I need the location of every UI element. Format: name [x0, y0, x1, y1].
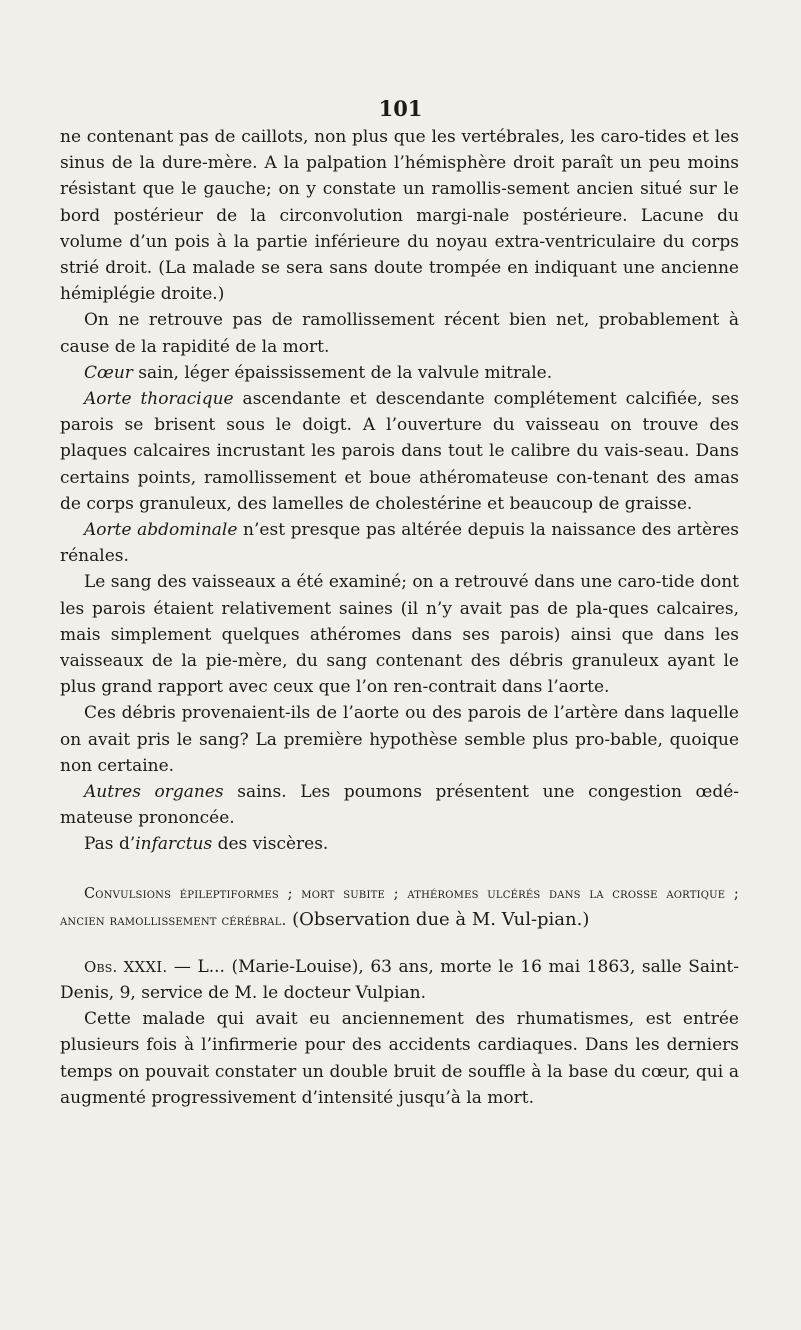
page-number: 101 — [378, 96, 423, 121]
paragraph: Pas d’infarctus des viscères. — [84, 834, 329, 855]
body-text — [60, 124, 739, 1111]
section-heading: Convulsions épileptiformes ; mort subite ; athéromes ulcérés dans la crosse aortique ; ancien ramollissement cérébral. (Observation due à M. Vul-pian.) — [60, 885, 739, 930]
observation-paragraph: Cette malade qui avait eu anciennement des rhumatismes, est entrée plusieurs fois à l’infirmerie pour des accidents cardiaques. Dans les derniers temps on pouvait constater un double bruit de souffle à la base du cœur, qui a augmenté progressivement d’intensité jusqu’à la mort. — [60, 1009, 739, 1108]
paragraph-label: Aorte abdominale — [84, 520, 238, 541]
observation-label: Obs. XXXI. — [84, 957, 168, 976]
paragraph: Ces débris provenaient-ils de l’aorte ou des parois de l’artère dans laquelle on avait pris le sang? La première hypothèse semble plus pro-bable, quoique non certaine. — [60, 703, 739, 776]
paragraph: Aorte abdominale n’est presque pas altérée depuis la naissance des artères rénales. — [60, 520, 739, 567]
paragraph: On ne retrouve pas de ramollissement récent bien net, probablement à cause de la rapidité de la mort. — [60, 310, 739, 357]
paragraph-label: Aorte thoracique — [84, 389, 234, 410]
observation-paragraph: Obs. XXXI. — L... (Marie-Louise), 63 ans, morte le 16 mai 1863, salle Saint-Denis, 9, service de M. le docteur Vulpian. — [60, 956, 739, 1003]
paragraph: Aorte thoracique ascendante et descendante complétement calcifiée, ses parois se brisent sous le doigt. A l’ouverture du vaisseau on trouve des plaques calcaires incrustant les parois dans tout le calibre du vais-seau. Dans certains points, ramollissement et boue athéromateuse con-tenant des amas de corps granuleux, des lamelles de cholestérine et beaucoup de graisse. — [60, 389, 740, 514]
paragraph: Le sang des vaisseaux a été examiné; on a retrouvé dans une caro-tide dont les parois étaient relativement saines (il n’y avait pas de pla-ques calcaires, mais simplement quelques athéromes dans ses parois) ainsi que dans les vaisseaux de la pie-mère, du sang contenant des débris granuleux ayant le plus grand rapport avec ceux que l’on ren-contrait dans l’aorte. — [60, 572, 739, 698]
paragraph: Cœur sain, léger épaississement de la valvule mitrale. — [84, 362, 553, 383]
paragraph: Autres organes sains. Les poumons présentent une congestion œdé-mateuse prononcée. — [60, 782, 740, 829]
paragraph-label: Cœur — [84, 362, 133, 383]
paragraph-label: infarctus — [135, 834, 213, 855]
paragraph: ne contenant pas de caillots, non plus que les vertébrales, les caro-tides et les sinus de la dure-mère. A la palpation l’hémisphère droit paraît un peu moins résistant que le gauche; on y constate un ramollis-sement ancien situé sur le bord postérieur de la circonvolution margi-nale postérieure. Lacune du volume d’un pois à la partie inférieure du noyau extra-ventriculaire du corps strié droit. (La malade se sera sans doute trompée en indiquant une ancienne hémiplégie droite.) — [60, 127, 739, 305]
paragraph-label: Autres organes — [84, 782, 224, 803]
